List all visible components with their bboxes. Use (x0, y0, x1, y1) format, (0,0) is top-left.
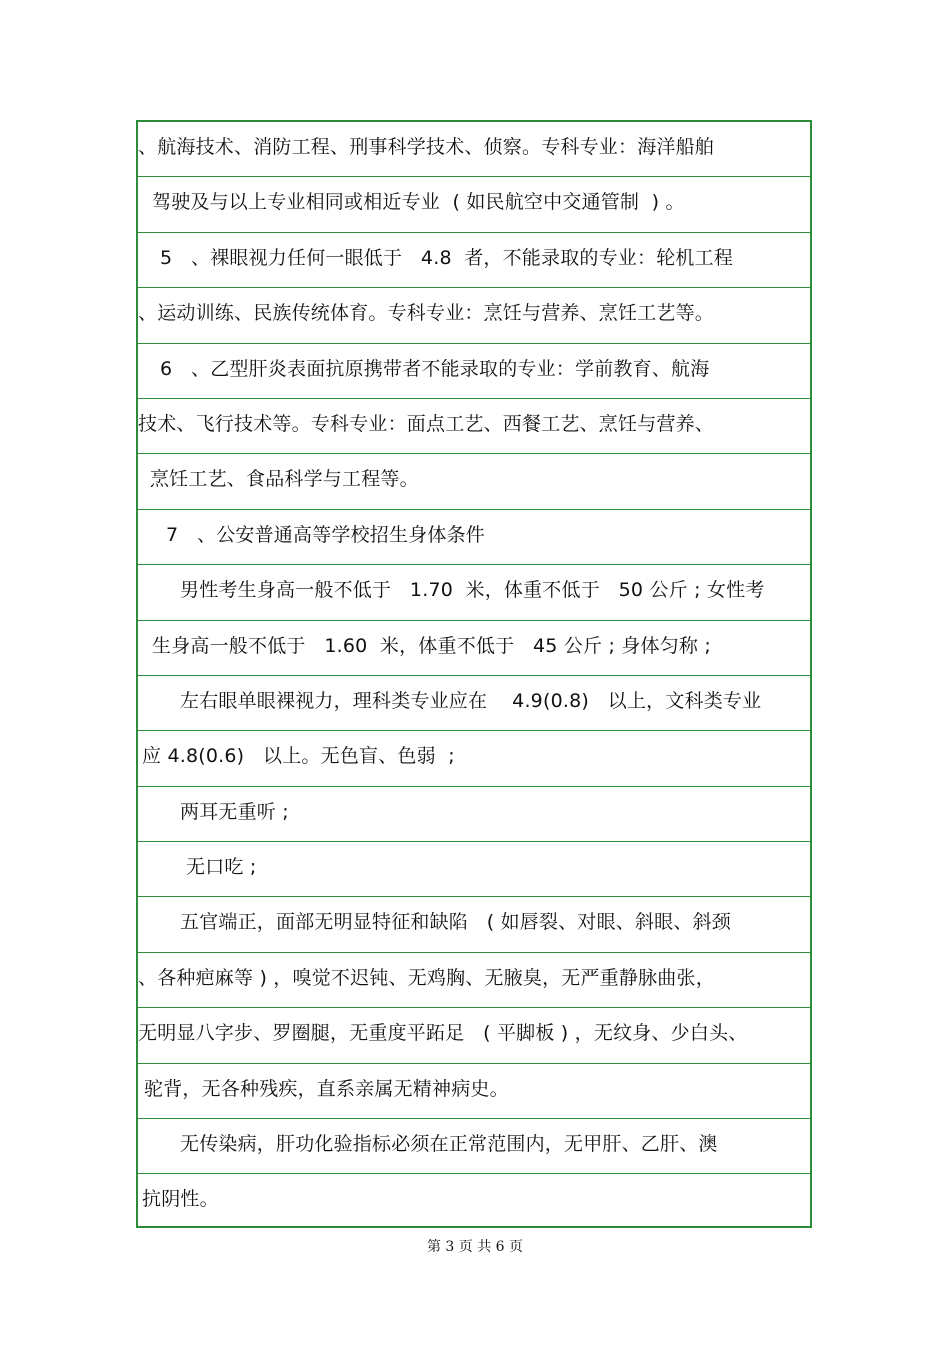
text-line: 无传染病，肝功化验指标必须在正常范围内，无甲肝、乙肝、澳 (180, 1133, 718, 1156)
text-line: 两耳无重听 ; (180, 800, 289, 823)
document-row (138, 399, 810, 454)
text-line: 烹饪工艺、食品科学与工程等。 (150, 468, 419, 491)
text-line: 生身高一般不低于 1.60 米，体重不低于 45 公斤 ; 身体匀称 ; (152, 634, 711, 657)
text-line: 驼背，无各种残疾，直系亲属无精神病史。 (144, 1077, 509, 1100)
text-line: 5 、裸眼视力任何一眼低于 4.8 者，不能录取的专业：轮机工程 (160, 246, 734, 269)
document-row (138, 842, 810, 897)
text-line: 6 、乙型肝炎表面抗原携带者不能录取的专业：学前教育、航海 (160, 357, 710, 380)
text-line: 应 4.8(0.6) 以上。无色盲、色弱 ; (142, 745, 455, 768)
text-line: 五官端正，面部无明显特征和缺陷 ( 如唇裂、对眼、斜眼、斜颈 (180, 911, 731, 934)
text-line: 无明显八字步、罗圈腿，无重度平跖足 ( 平脚板 ) ，无纹身、少白头、 (138, 1022, 748, 1045)
text-line: 左右眼单眼裸视力，理科类专业应在 4.9(0.8) 以上，文科类专业 (180, 689, 762, 712)
page-number: 第 3 页 共 6 页 (426, 1239, 524, 1255)
document-row (138, 565, 810, 620)
document-row (138, 344, 810, 399)
document-row (138, 621, 810, 676)
text-line: 无口吃 ; (186, 856, 257, 879)
document-row (138, 1008, 810, 1063)
document-row (138, 731, 810, 786)
text-line: 、运动训练、民族传统体育。专科专业：烹饪与营养、烹饪工艺等。 (138, 302, 715, 325)
document-row (138, 288, 810, 343)
document-row (138, 233, 810, 288)
text-line: 男性考生身高一般不低于 1.70 米，体重不低于 50 公斤 ; 女性考 (180, 579, 765, 602)
text-line: 7 、公安普通高等学校招生身体条件 (166, 523, 486, 546)
document-row (138, 897, 810, 952)
document-row (138, 454, 810, 509)
text-line: 驾驶及与以上专业相同或相近专业 ( 如民航空中交通管制 ) 。 (152, 191, 685, 214)
document-row (138, 177, 810, 232)
document-row (138, 787, 810, 842)
document-row (138, 1064, 810, 1119)
text-line: 抗阴性。 (142, 1188, 219, 1211)
document-frame (136, 120, 812, 1228)
document-row (138, 676, 810, 731)
document-row (138, 1119, 810, 1174)
text-line: 技术、飞行技术等。专科专业：面点工艺、西餐工艺、烹饪与营养、 (138, 412, 715, 435)
document-row (138, 953, 810, 1008)
text-line: 、各种疤麻等 ) ，嗅觉不迟钝、无鸡胸、无腋臭，无严重静脉曲张， (138, 966, 715, 989)
document-row (138, 1174, 810, 1229)
document-row (138, 122, 810, 177)
document-row (138, 510, 810, 565)
text-line: 、航海技术、消防工程、刑事科学技术、侦察。专科专业：海洋船舶 (138, 136, 715, 158)
